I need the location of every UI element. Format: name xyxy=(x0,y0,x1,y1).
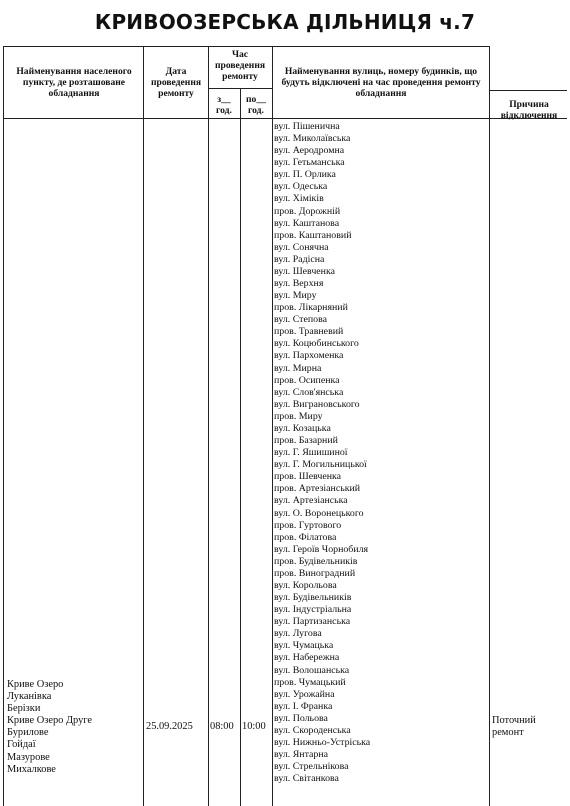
street-item: пров. Каштановий xyxy=(274,229,352,241)
col-divider-4 xyxy=(272,46,273,806)
street-item: пров. Лікарняний xyxy=(274,302,348,314)
street-item: вул. Гетьманська xyxy=(274,157,345,169)
table-left-border xyxy=(3,46,4,806)
street-item: вул. Козацька xyxy=(274,422,331,434)
street-item: вул. Артезіанська xyxy=(274,495,348,507)
col-divider-3 xyxy=(240,88,241,806)
street-item: вул. Пішенична xyxy=(274,121,340,132)
street-item: вул. Нижньо-Устріська xyxy=(274,736,371,748)
street-item: пров. Філатова xyxy=(274,531,337,543)
street-item: пров. Шевченка xyxy=(274,471,342,483)
time-to: 10:00 xyxy=(242,721,266,732)
settlement-item: Гойдаї xyxy=(7,739,36,751)
street-item: вул. П. Орлика xyxy=(274,169,336,181)
street-item: пров. Осипенка xyxy=(274,374,340,386)
street-item: вул. Партизанська xyxy=(274,616,351,628)
street-item: пров. Будівельників xyxy=(274,555,358,567)
street-item: вул. Шевченка xyxy=(274,265,335,277)
street-item: вул. Чумацька xyxy=(274,640,334,652)
street-item: вул. Урожайна xyxy=(274,688,335,700)
street-item: пров. Виноградний xyxy=(274,567,356,579)
settlement-item: Михалкове xyxy=(7,763,56,775)
settlement-item: Мазурове xyxy=(7,751,50,763)
page-title: КРИВООЗЕРСЬКА ДІЛЬНИЦЯ ч.7 xyxy=(94,10,476,34)
street-item: вул. О. Воронецького xyxy=(274,507,364,519)
street-item: вул. Світанкова xyxy=(274,773,339,785)
col-divider-2 xyxy=(208,46,209,806)
settlement-item: Криве Озеро xyxy=(7,679,64,690)
street-item: вул. Героїв Чорнобиля xyxy=(274,543,369,555)
street-item: вул. Миру xyxy=(274,290,317,302)
street-item: вул. Пархоменка xyxy=(274,350,344,362)
repair-date: 25.09.2025 xyxy=(146,721,193,732)
header-reason: Причина відключення xyxy=(500,99,558,121)
reason-header-top xyxy=(489,90,567,91)
street-item: вул. Слов'янська xyxy=(274,386,344,398)
col-divider-1 xyxy=(143,46,144,806)
header-settlement: Найменування населеного пункту, де розташоване обладнання xyxy=(16,66,132,99)
street-item: вул. Радісна xyxy=(274,253,325,265)
header-from: з__ год. xyxy=(216,94,232,116)
street-item: вул. Мирна xyxy=(274,362,322,374)
outage-table xyxy=(3,46,567,806)
street-item: вул. Янтарна xyxy=(274,749,328,761)
street-item: вул. Будівельників xyxy=(274,592,352,604)
street-item: вул. Коцюбинського xyxy=(274,338,359,350)
outage-reason: Поточний ремонт xyxy=(492,715,536,739)
street-item: вул. Польова xyxy=(274,712,328,724)
header-to: по__ год. xyxy=(246,94,266,116)
street-item: вул. Сонячна xyxy=(274,241,329,253)
street-item: вул. Виграновського xyxy=(274,398,360,410)
settlement-item: Бурилове xyxy=(7,727,49,739)
settlement-item: Криве Озеро Друге xyxy=(7,715,93,727)
street-item: вул. Корольова xyxy=(274,579,337,591)
col-divider-5 xyxy=(489,46,490,806)
street-list xyxy=(274,121,489,785)
header-time: Час проведення ремонту xyxy=(214,49,266,82)
street-item: пров. Гуртового xyxy=(274,519,342,531)
street-item: вул. Індустріальна xyxy=(274,604,352,616)
street-item: вул. Набережна xyxy=(274,652,340,664)
street-item: вул. Каштанова xyxy=(274,217,340,229)
street-item: вул. Аеродромна xyxy=(274,145,345,157)
settlement-item: Луканівка xyxy=(7,691,52,703)
street-item: вул. І. Франка xyxy=(274,700,333,712)
time-from: 08:00 xyxy=(210,721,234,732)
street-item: пров. Чумацький xyxy=(274,676,346,688)
header-date: Дата проведення ремонту xyxy=(150,66,202,99)
street-item: пров. Травневий xyxy=(274,326,344,338)
table-top-border xyxy=(3,46,489,47)
header-bottom-border xyxy=(3,118,567,119)
street-item: вул. Г. Могильницької xyxy=(274,459,367,471)
street-item: вул. Стрельнікова xyxy=(274,761,349,773)
street-item: вул. Лугова xyxy=(274,628,322,640)
street-item: пров. Базарний xyxy=(274,435,338,447)
street-item: вул. Волошанська xyxy=(274,664,350,676)
header-streets: Найменування вулиць, номеру будинків, що будуть відключені на час проведення ремонту обладнання xyxy=(281,66,481,99)
street-item: вул. Верхня xyxy=(274,278,324,290)
street-item: вул. Степова xyxy=(274,314,327,326)
street-item: вул. Скороденська xyxy=(274,724,351,736)
settlement-list xyxy=(7,679,92,776)
settlement-item: Берізки xyxy=(7,703,41,715)
street-item: вул. Одеська xyxy=(274,181,328,193)
street-item: пров. Дорожній xyxy=(274,205,341,217)
street-item: пров. Артезіанський xyxy=(274,483,361,495)
street-item: пров. Миру xyxy=(274,410,323,422)
street-item: вул. Г. Яшишиної xyxy=(274,447,348,459)
street-item: вул. Миколаївська xyxy=(274,133,351,145)
street-item: вул. Хіміків xyxy=(274,193,324,205)
